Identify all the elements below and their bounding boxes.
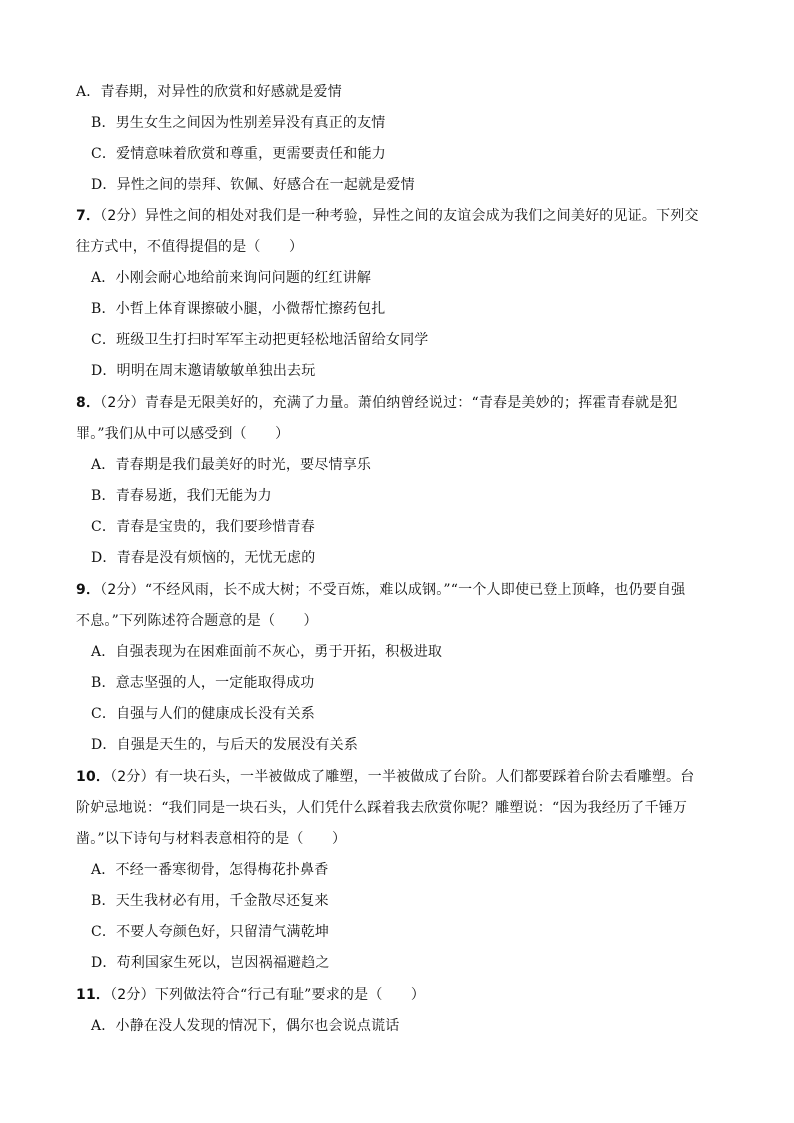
q8-score: （2分） [100, 395, 145, 411]
q9-option-b: B．意志坚强的人，一定能取得成功 [91, 675, 315, 691]
q9-option-d: D．自强是天生的，与后天的发展没有关系 [91, 737, 359, 753]
q10-option-d: D．苟利国家生死以，岂因祸福避趋之 [91, 955, 330, 971]
q8-option-a: A．青春期是我们最美好的时光，要尽情享乐 [91, 457, 372, 473]
q11-stem-line1 [76, 985, 425, 1005]
q10-text: 有一块石头，一半被做成了雕塑，一半被做成了台阶。人们都要踩着台阶去看雕塑。台 [154, 769, 695, 785]
q8-option-c: C．青春是宝贵的，我们要珍惜青春 [91, 519, 315, 535]
q9-stem-line2: 不息。”下列陈述符合题意的是（ ） [76, 613, 318, 629]
q8-stem-line2: 罪。”我们从中可以感受到（ ） [76, 426, 290, 442]
q10-number: 10． [76, 769, 111, 785]
q7-option-a: A．小刚会耐心地给前来询问问题的红红讲解 [91, 270, 372, 286]
q7-number: 7． [76, 208, 101, 224]
q10-option-a: A．不经一番寒彻骨，怎得梅花扑鼻香 [91, 862, 329, 878]
q11-text: 下列做法符合“行己有耻”要求的是（ ） [154, 987, 426, 1003]
q8-stem-line1 [76, 393, 678, 413]
q11-score: （2分） [110, 987, 155, 1003]
q7-text: 异性之间的相处对我们是一种考验，异性之间的友谊会成为我们之间美好的见证。下列交 [144, 208, 699, 224]
q10-stem-line2: 阶妒忌地说：“我们同是一块石头，人们凭什么踩着我去欣赏你呢？雕塑说：“因为我经历了千锤万 [76, 800, 688, 816]
q11-number: 11． [76, 987, 111, 1003]
q9-score: （2分） [100, 582, 145, 598]
q10-option-b: B．天生我材必有用，千金散尽还复来 [91, 893, 329, 909]
q7-option-d: D．明明在周末邀请敏敏单独出去玩 [91, 363, 316, 379]
q8-number: 8． [76, 395, 101, 411]
q8-option-b: B．青春易逝，我们无能为力 [91, 488, 272, 504]
q9-option-c: C．自强与人们的健康成长没有关系 [91, 706, 315, 722]
q9-stem-line1 [76, 580, 685, 600]
q8-option-d: D．青春是没有烦恼的，无忧无虑的 [91, 550, 316, 566]
q10-option-c: C．不要人夸颜色好，只留清气满乾坤 [91, 924, 330, 940]
q10-score: （2分） [110, 769, 155, 785]
q6-option-d: D．异性之间的崇拜、钦佩、好感合在一起就是爱情 [91, 177, 415, 193]
q7-option-b: B．小哲上体育课擦破小腿，小微帮忙擦药包扎 [91, 301, 386, 317]
q7-stem-line2: 往方式中，不值得提倡的是（ ） [76, 239, 304, 255]
q10-stem-line3: 凿。”以下诗句与材料表意相符的是（ ） [76, 831, 347, 847]
q7-stem-line1 [76, 206, 699, 226]
q10-stem-line1 [76, 767, 694, 787]
q9-number: 9． [76, 582, 101, 598]
q7-option-c: C．班级卫生打扫时军军主动把更轻松地活留给女同学 [91, 332, 429, 348]
q6-option-a: A．青春期，对异性的欣赏和好感就是爱情 [76, 84, 342, 100]
q6-option-c: C．爱情意味着欣赏和尊重，更需要责任和能力 [91, 146, 386, 162]
q8-text: 青春是无限美好的，充满了力量。萧伯纳曾经说过：“青春是美妙的；挥霍青春就是犯 [144, 395, 678, 411]
q6-option-b: B．男生女生之间因为性别差异没有真正的友情 [91, 115, 386, 131]
q9-option-a: A．自强表现为在困难面前不灰心，勇于开拓，积极进取 [91, 644, 443, 660]
q11-option-a: A．小静在没人发现的情况下，偶尔也会说点谎话 [91, 1018, 400, 1034]
q7-score: （2分） [100, 208, 145, 224]
q9-text: “不经风雨，长不成大树；不受百炼，难以成钢。”“一个人即使已登上顶峰，也仍要自强 [144, 582, 686, 598]
